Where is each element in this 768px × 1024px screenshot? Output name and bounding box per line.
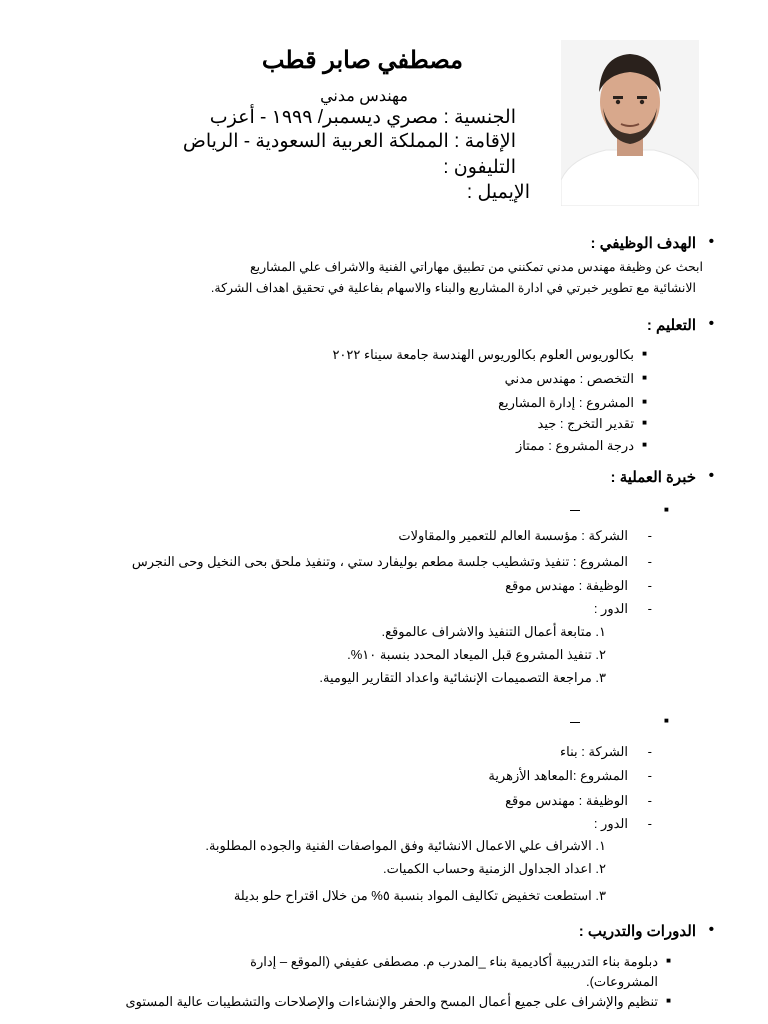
education-item: ■ المشروع : إدارة المشاريع: [498, 395, 634, 411]
job2-duty: ٣. استطعت تخفيض تكاليف المواد بنسبة ٥% من خلال اقتراح حلو بديلة: [233, 888, 606, 903]
education-item: ■ التخصص : مهندس مدني: [505, 371, 634, 387]
job1-company: - الشركة : مؤسسة العالم للتعمير والمقاولات: [398, 528, 628, 544]
course-item-2: ■ تنظيم والإشراف على جميع أعمال المسح والحفر والإنشاءات والإصلاحات والتشطيبات عالية المستوى: [125, 994, 658, 1010]
person-portrait-icon: [561, 40, 699, 206]
education-item: ■ درجة المشروع : ممتاز: [516, 438, 634, 454]
residence-line: الإقامة : المملكة العربية السعودية - الرياض: [182, 131, 516, 152]
objective-line-1: ابحث عن وظيفة مهندس مدني تمكنني من تطبيق مهاراتي الفنية والاشراف علي المشاريع: [249, 260, 703, 274]
job1-duty: ١. متابعة أعمال التنفيذ والاشراف عالموقع.: [381, 624, 606, 639]
course-item-1-line-2: المشروعات).: [585, 974, 658, 989]
job2-bullet: ■: [664, 716, 669, 725]
job2-duty: ٢. اعداد الجداول الزمنية وحساب الكميات.: [382, 861, 606, 876]
job-title: مهندس مدني: [320, 88, 408, 105]
nationality-line: الجنسية : مصري ديسمبر/ ١٩٩٩ - أعزب: [209, 107, 516, 128]
job2-project: - المشروع :المعاهد الأزهرية: [488, 768, 628, 784]
job1-duty: ٣. مراجعة التصميمات الإنشائية واعداد التقارير اليومية.: [319, 670, 606, 685]
job1-duty: ٢. تنفيذ المشروع قبل الميعاد المحدد بنسبة ١٠%.: [347, 647, 606, 662]
education-item: ■ تقدير التخرج : جيد: [538, 416, 635, 432]
job1-role-label: - الدور :: [594, 601, 628, 617]
job2-role-label: - الدور :: [594, 816, 628, 832]
candidate-name: مصطفي صابر قطب: [261, 47, 463, 74]
job2-company: - الشركة : بناء: [560, 744, 628, 760]
email-line: الإيميل :: [466, 182, 530, 203]
job1-position: - الوظيفة : مهندس موقع: [505, 578, 628, 594]
education-heading: • التعليم :: [647, 316, 696, 334]
job1-bullet: ■: [664, 505, 669, 514]
job2-title-placeholder: [570, 722, 580, 723]
experience-heading: • خبرة العملية :: [611, 468, 696, 486]
job1-title-placeholder: [570, 510, 580, 511]
job1-project: - المشروع : تنفيذ وتشطيب جلسة مطعم بوليفارد ستي ، وتنفيذ ملحق بحى النخيل وحى النجرس: [132, 554, 628, 570]
courses-heading: • الدورات والتدريب :: [579, 922, 696, 940]
education-item: ■ بكالوريوس العلوم بكالوريوس الهندسة جامعة سيناء ٢٠٢٢: [332, 347, 634, 363]
profile-photo: [561, 40, 699, 206]
objective-line-2: الانشائية مع تطوير خبرتي في ادارة المشاريع والبناء والاسهام بفاعلية في تحقيق اهداف الشركة.: [210, 281, 696, 295]
phone-line: التليفون :: [443, 157, 516, 178]
course-item-1-line-1: ■ دبلومة بناء التدريبية أكاديمية بناء _المدرب م. مصطفى عفيفي (الموقع – إدارة: [250, 954, 658, 970]
job2-duty: ١. الاشراف علي الاعمال الانشائية وفق المواصفات الفنية والجوده المطلوبة.: [205, 838, 606, 853]
job2-position: - الوظيفة : مهندس موقع: [505, 793, 628, 809]
objective-heading: • الهدف الوظيفي :: [591, 234, 696, 252]
